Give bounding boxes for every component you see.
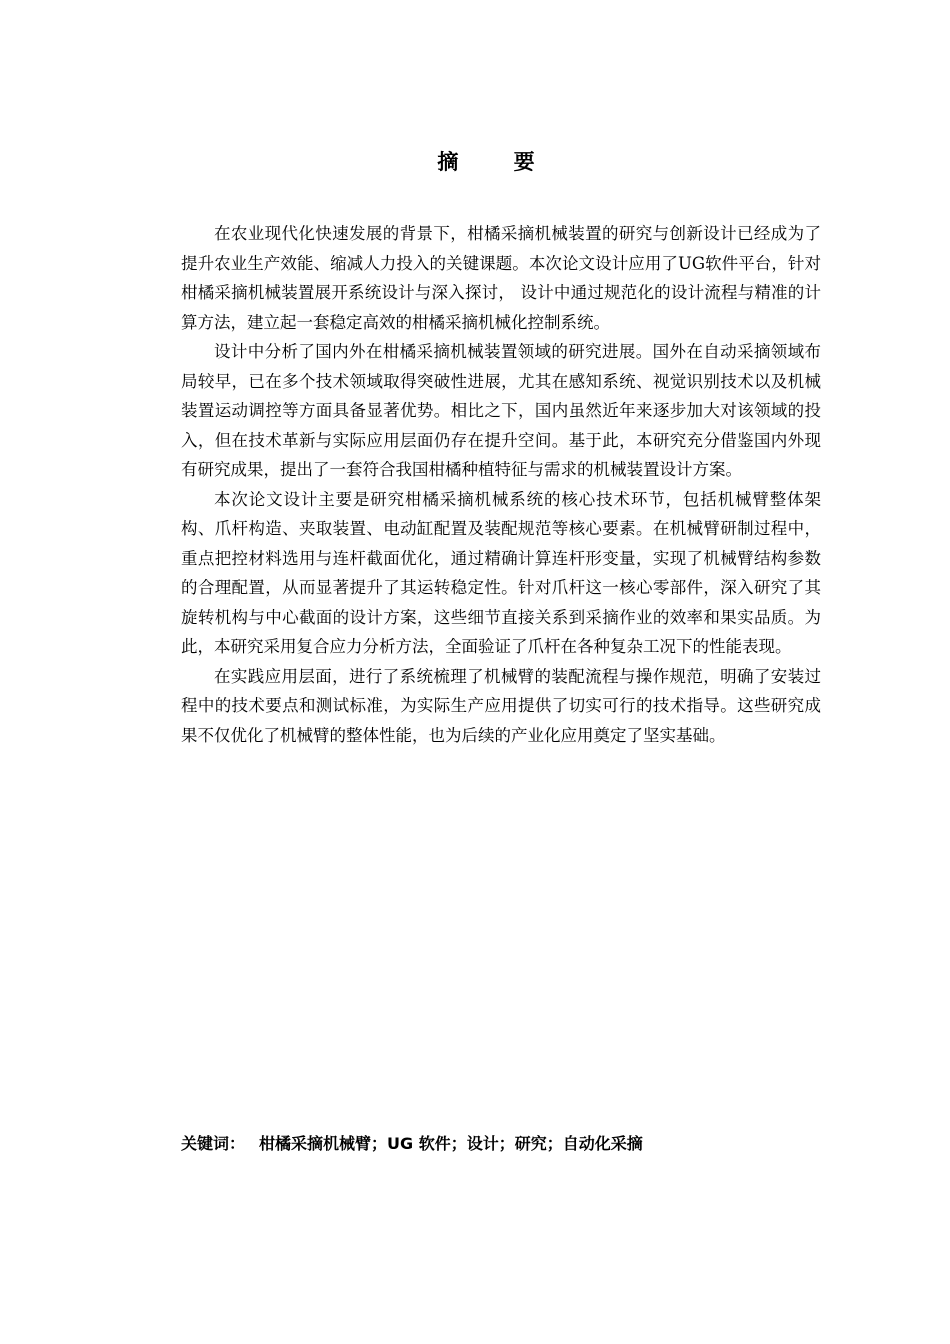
abstract-paragraph-3: 本次论文设计主要是研究柑橘采摘机械系统的核心技术环节，包括机械臂整体架构、爪杆构造、夹取装置、电动缸配置及装配规范等核心要素。在机械臂研制过程中，重点把控材料选用与连杆截面优化，通过精确计算连杆形变量，实现了机械臂结构参数的合理配置，从而显著提升了其运转稳定性。针对爪杆这一核心零部件，深入研究了其旋转机构与中心截面的设计方案，这些细节直接关系到采摘作业的效率和果实品质。为此，本研究采用复合应力分析方法，全面验证了爪杆在各种复杂工况下的性能表现。 [181,489,821,656]
keywords-line [181,1131,821,1157]
abstract-paragraph-1: 在农业现代化快速发展的背景下，柑橘采摘机械装置的研究与创新设计已经成为了提升农业生产效能、缩减人力投入的关键课题。本次论文设计应用了UG软件平台，针对柑橘采摘机械装置展开系统设计与深入探讨， 设计中通过规范化的设计流程与精准的计算方法，建立起一套稳定高效的柑橘采摘机械化控制系统。 [181,224,821,332]
abstract-paragraph-4: 在实践应用层面，进行了系统梳理了机械臂的装配流程与操作规范，明确了安装过程中的技术要点和测试标准，为实际生产应用提供了切实可行的技术指导。这些研究成果不仅优化了机械臂的整体性能，也为后续的产业化应用奠定了坚实基础。 [181,666,821,745]
page-title: 摘 要 [437,150,559,174]
abstract-body [181,219,821,750]
keywords-list: 柑橘采摘机械臂；UG 软件；设计；研究；自动化采摘 [259,1134,643,1153]
keywords-label: 关键词： [181,1134,246,1153]
abstract-paragraph-2: 设计中分析了国内外在柑橘采摘机械装置领域的研究进展。国外在自动采摘领域布局较早，已在多个技术领域取得突破性进展，尤其在感知系统、视觉识别技术以及机械装置运动调控等方面具备显著优势。相比之下，国内虽然近年来逐步加大对该领域的投入，但在技术革新与实际应用层面仍存在提升空间。基于此，本研究充分借鉴国内外现有研究成果，提出了一套符合我国柑橘种植特征与需求的机械装置设计方案。 [181,342,821,479]
